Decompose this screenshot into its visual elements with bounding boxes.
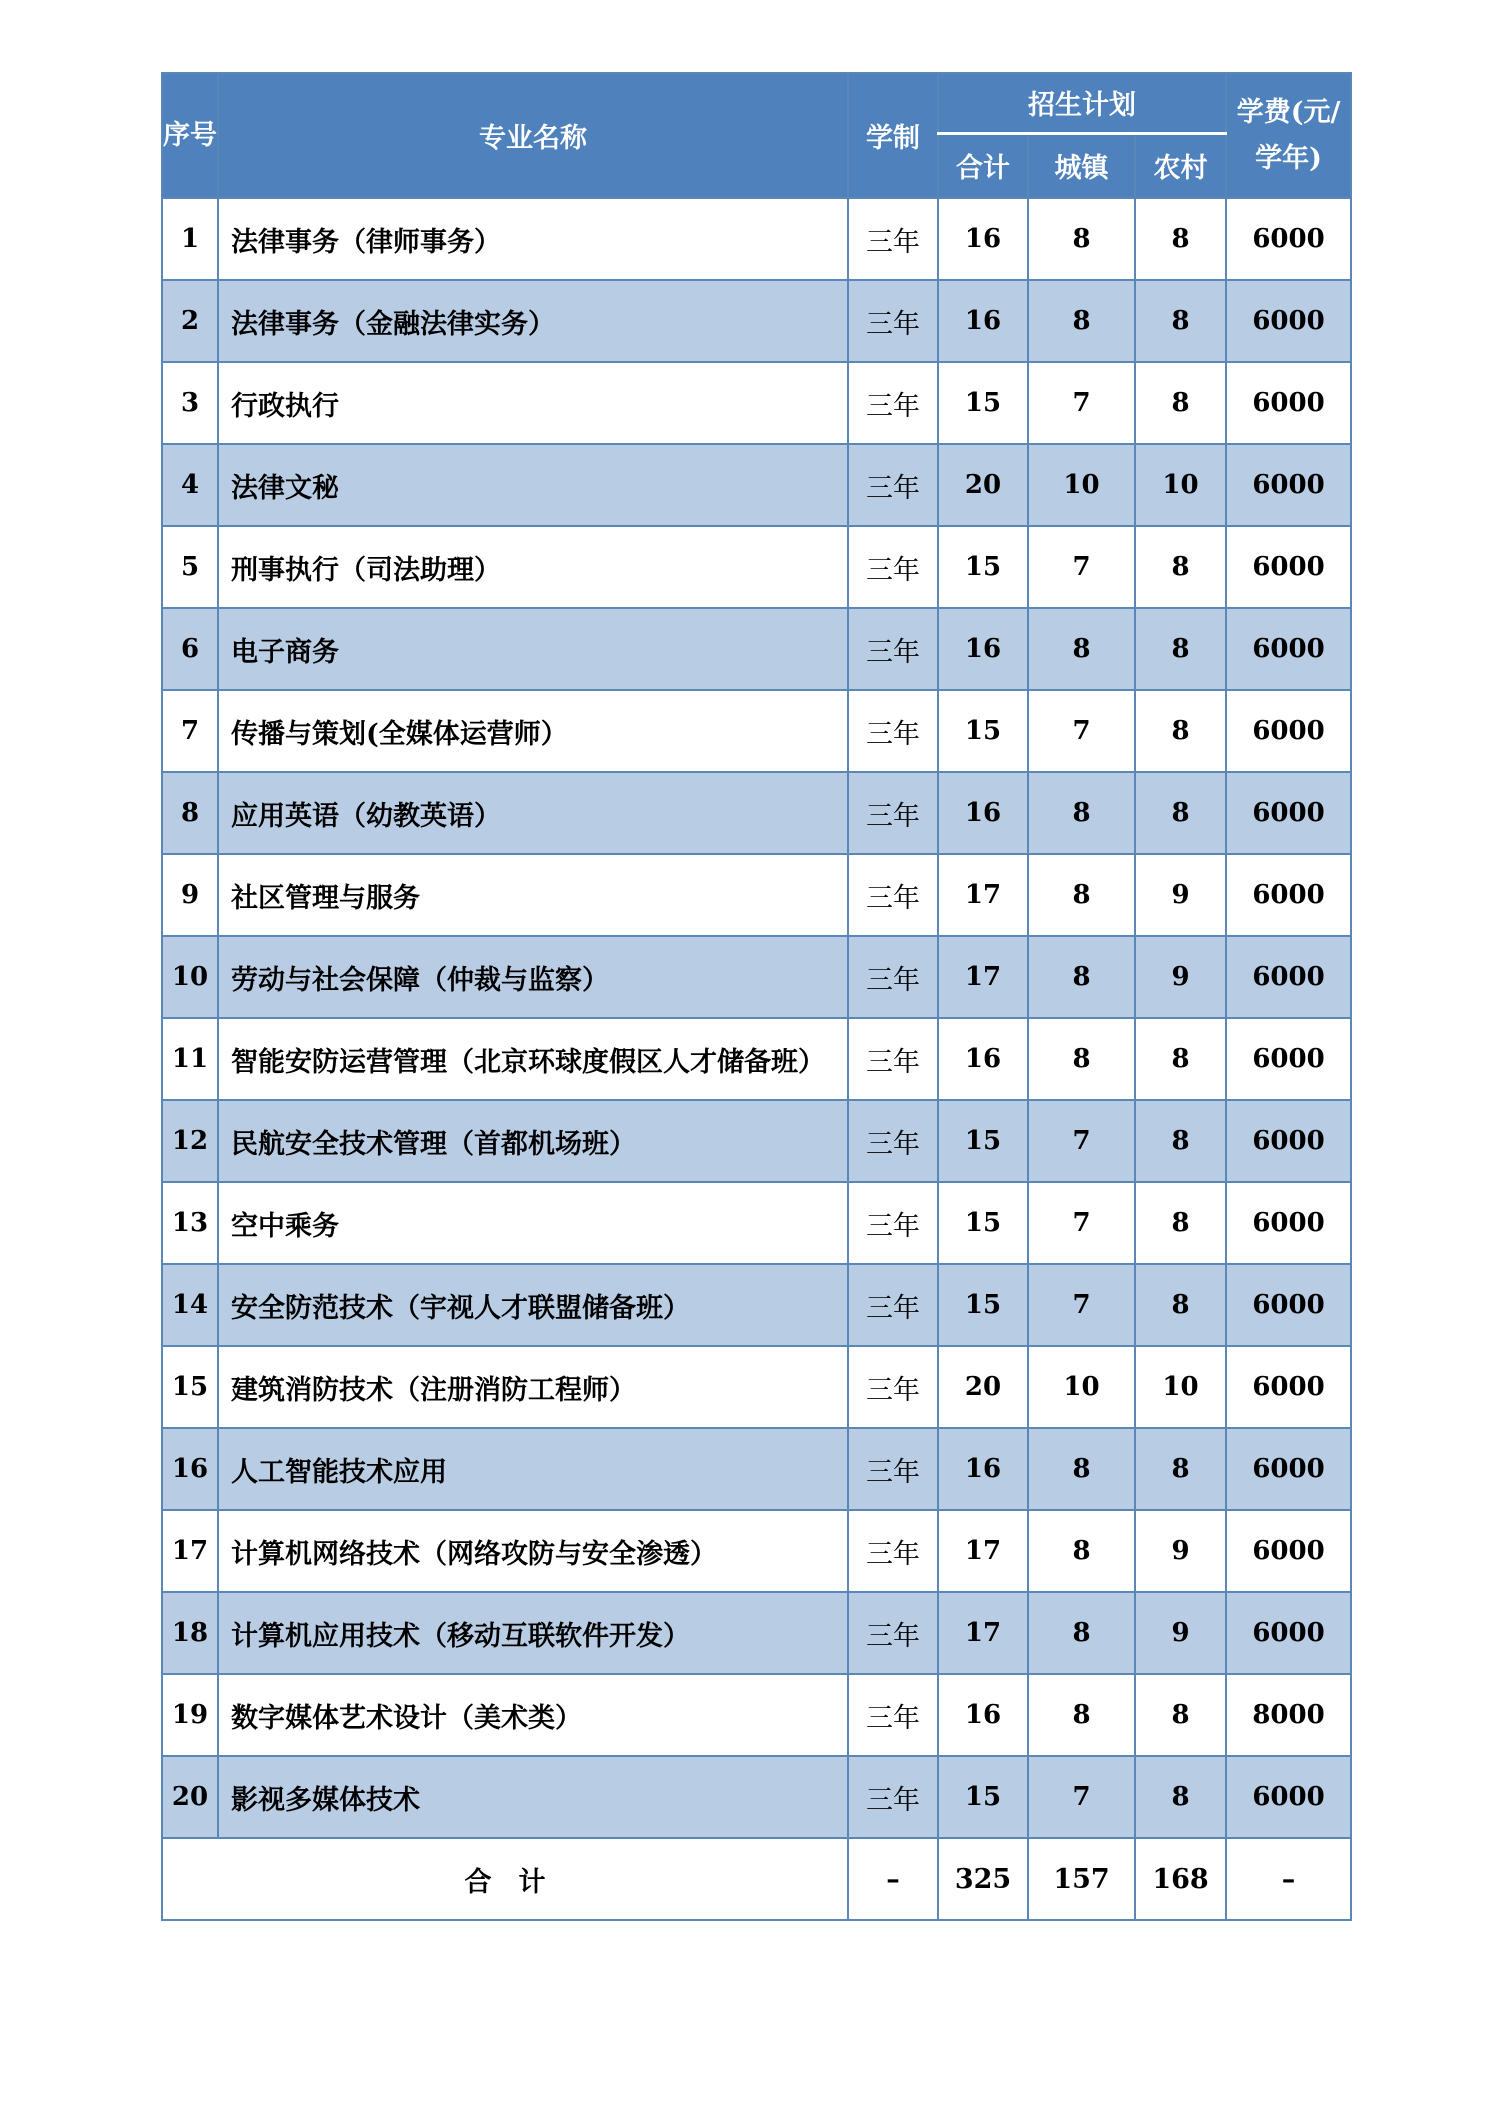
cell-length: 三年: [848, 1592, 938, 1674]
cell-urban: 7: [1028, 362, 1135, 444]
cell-name: 智能安防运营管理（北京环球度假区人才储备班）: [218, 1018, 848, 1100]
cell-seq: 11: [162, 1018, 218, 1100]
cell-fee: 6000: [1226, 1264, 1351, 1346]
cell-name: 空中乘务: [218, 1182, 848, 1264]
cell-total: 17: [938, 1592, 1028, 1674]
header-urban: 城镇: [1028, 133, 1135, 198]
cell-name: 法律事务（金融法律实务）: [218, 280, 848, 362]
header-seq: 序号: [162, 73, 218, 198]
cell-length: 三年: [848, 690, 938, 772]
cell-rural: 8: [1135, 198, 1226, 280]
cell-fee: 6000: [1226, 1346, 1351, 1428]
cell-rural: 9: [1135, 936, 1226, 1018]
cell-total: 15: [938, 1182, 1028, 1264]
header-plan: 招生计划: [938, 73, 1226, 133]
cell-length: 三年: [848, 854, 938, 936]
summary-label: 合 计: [162, 1838, 848, 1920]
summary-row: [162, 1838, 1351, 1920]
table-row: [162, 1674, 1351, 1756]
cell-rural: 8: [1135, 772, 1226, 854]
cell-length: 三年: [848, 1264, 938, 1346]
cell-name: 行政执行: [218, 362, 848, 444]
cell-fee: 6000: [1226, 198, 1351, 280]
cell-seq: 13: [162, 1182, 218, 1264]
cell-total: 16: [938, 1018, 1028, 1100]
cell-length: 三年: [848, 608, 938, 690]
enrollment-table: [161, 72, 1352, 1921]
table-row: [162, 1100, 1351, 1182]
cell-total: 17: [938, 854, 1028, 936]
cell-total: 16: [938, 608, 1028, 690]
cell-rural: 8: [1135, 608, 1226, 690]
cell-seq: 19: [162, 1674, 218, 1756]
summary-rural: 168: [1135, 1838, 1226, 1920]
cell-total: 17: [938, 936, 1028, 1018]
table-row: [162, 444, 1351, 526]
cell-length: 三年: [848, 1674, 938, 1756]
cell-seq: 14: [162, 1264, 218, 1346]
header-row-1: [162, 73, 1351, 133]
cell-fee: 6000: [1226, 444, 1351, 526]
cell-total: 15: [938, 1756, 1028, 1838]
cell-total: 15: [938, 362, 1028, 444]
cell-length: 三年: [848, 198, 938, 280]
cell-urban: 7: [1028, 526, 1135, 608]
table-row: [162, 608, 1351, 690]
table-row: [162, 1346, 1351, 1428]
cell-urban: 8: [1028, 280, 1135, 362]
cell-rural: 8: [1135, 1264, 1226, 1346]
cell-total: 16: [938, 1428, 1028, 1510]
cell-rural: 10: [1135, 1346, 1226, 1428]
cell-urban: 8: [1028, 1510, 1135, 1592]
cell-fee: 8000: [1226, 1674, 1351, 1756]
header-length: 学制: [848, 73, 938, 198]
cell-fee: 6000: [1226, 1510, 1351, 1592]
cell-rural: 10: [1135, 444, 1226, 526]
cell-rural: 8: [1135, 690, 1226, 772]
table-row: [162, 772, 1351, 854]
table-row: [162, 1264, 1351, 1346]
cell-fee: 6000: [1226, 772, 1351, 854]
cell-total: 20: [938, 1346, 1028, 1428]
cell-length: 三年: [848, 1182, 938, 1264]
cell-name: 人工智能技术应用: [218, 1428, 848, 1510]
cell-seq: 6: [162, 608, 218, 690]
cell-total: 15: [938, 690, 1028, 772]
table-row: [162, 1756, 1351, 1838]
cell-rural: 8: [1135, 1100, 1226, 1182]
table-row: [162, 1018, 1351, 1100]
cell-fee: 6000: [1226, 1100, 1351, 1182]
cell-fee: 6000: [1226, 280, 1351, 362]
cell-seq: 9: [162, 854, 218, 936]
cell-urban: 8: [1028, 198, 1135, 280]
table-row: [162, 198, 1351, 280]
cell-name: 社区管理与服务: [218, 854, 848, 936]
cell-name: 传播与策划(全媒体运营师）: [218, 690, 848, 772]
cell-rural: 8: [1135, 280, 1226, 362]
cell-fee: 6000: [1226, 1182, 1351, 1264]
header-total: 合计: [938, 133, 1028, 198]
cell-name: 建筑消防技术（注册消防工程师）: [218, 1346, 848, 1428]
table-row: [162, 854, 1351, 936]
cell-length: 三年: [848, 444, 938, 526]
cell-urban: 8: [1028, 1592, 1135, 1674]
cell-fee: 6000: [1226, 526, 1351, 608]
cell-urban: 8: [1028, 936, 1135, 1018]
cell-rural: 9: [1135, 1510, 1226, 1592]
header-name: 专业名称: [218, 73, 848, 198]
cell-length: 三年: [848, 1018, 938, 1100]
cell-length: 三年: [848, 1756, 938, 1838]
cell-name: 数字媒体艺术设计（美术类）: [218, 1674, 848, 1756]
cell-length: 三年: [848, 1346, 938, 1428]
cell-seq: 3: [162, 362, 218, 444]
cell-urban: 7: [1028, 1182, 1135, 1264]
cell-seq: 4: [162, 444, 218, 526]
cell-name: 刑事执行（司法助理）: [218, 526, 848, 608]
cell-seq: 8: [162, 772, 218, 854]
cell-rural: 8: [1135, 1182, 1226, 1264]
cell-urban: 8: [1028, 854, 1135, 936]
cell-urban: 10: [1028, 444, 1135, 526]
cell-urban: 8: [1028, 1018, 1135, 1100]
cell-name: 应用英语（幼教英语）: [218, 772, 848, 854]
table-row: [162, 690, 1351, 772]
cell-length: 三年: [848, 936, 938, 1018]
cell-seq: 2: [162, 280, 218, 362]
cell-length: 三年: [848, 362, 938, 444]
cell-fee: 6000: [1226, 854, 1351, 936]
cell-total: 16: [938, 198, 1028, 280]
summary-length: –: [848, 1838, 938, 1920]
cell-seq: 1: [162, 198, 218, 280]
cell-length: 三年: [848, 1428, 938, 1510]
table-row: [162, 1510, 1351, 1592]
cell-name: 法律事务（律师事务）: [218, 198, 848, 280]
cell-seq: 18: [162, 1592, 218, 1674]
cell-name: 电子商务: [218, 608, 848, 690]
summary-total: 325: [938, 1838, 1028, 1920]
cell-fee: 6000: [1226, 690, 1351, 772]
summary-urban: 157: [1028, 1838, 1135, 1920]
cell-seq: 15: [162, 1346, 218, 1428]
cell-length: 三年: [848, 1510, 938, 1592]
cell-name: 劳动与社会保障（仲裁与监察）: [218, 936, 848, 1018]
cell-seq: 7: [162, 690, 218, 772]
cell-name: 民航安全技术管理（首都机场班）: [218, 1100, 848, 1182]
cell-name: 影视多媒体技术: [218, 1756, 848, 1838]
cell-fee: 6000: [1226, 1428, 1351, 1510]
table-row: [162, 1182, 1351, 1264]
cell-urban: 8: [1028, 1428, 1135, 1510]
cell-total: 15: [938, 1264, 1028, 1346]
table-row: [162, 362, 1351, 444]
cell-seq: 17: [162, 1510, 218, 1592]
cell-total: 17: [938, 1510, 1028, 1592]
cell-rural: 8: [1135, 526, 1226, 608]
cell-total: 20: [938, 444, 1028, 526]
cell-urban: 8: [1028, 1674, 1135, 1756]
cell-fee: 6000: [1226, 1756, 1351, 1838]
table-row: [162, 280, 1351, 362]
table-row: [162, 526, 1351, 608]
cell-fee: 6000: [1226, 936, 1351, 1018]
cell-seq: 12: [162, 1100, 218, 1182]
cell-rural: 8: [1135, 1428, 1226, 1510]
table-row: [162, 936, 1351, 1018]
cell-rural: 9: [1135, 854, 1226, 936]
cell-seq: 5: [162, 526, 218, 608]
cell-seq: 10: [162, 936, 218, 1018]
cell-rural: 8: [1135, 362, 1226, 444]
cell-seq: 20: [162, 1756, 218, 1838]
cell-fee: 6000: [1226, 608, 1351, 690]
cell-urban: 7: [1028, 1100, 1135, 1182]
cell-name: 安全防范技术（宇视人才联盟储备班）: [218, 1264, 848, 1346]
cell-name: 法律文秘: [218, 444, 848, 526]
cell-urban: 8: [1028, 772, 1135, 854]
cell-total: 16: [938, 1674, 1028, 1756]
cell-urban: 7: [1028, 690, 1135, 772]
cell-urban: 7: [1028, 1756, 1135, 1838]
cell-rural: 8: [1135, 1018, 1226, 1100]
cell-urban: 8: [1028, 608, 1135, 690]
cell-total: 16: [938, 772, 1028, 854]
cell-urban: 10: [1028, 1346, 1135, 1428]
cell-urban: 7: [1028, 1264, 1135, 1346]
cell-fee: 6000: [1226, 1592, 1351, 1674]
cell-length: 三年: [848, 772, 938, 854]
header-rural: 农村: [1135, 133, 1226, 198]
cell-rural: 8: [1135, 1674, 1226, 1756]
table-body: [162, 198, 1351, 1838]
cell-fee: 6000: [1226, 1018, 1351, 1100]
cell-fee: 6000: [1226, 362, 1351, 444]
cell-length: 三年: [848, 526, 938, 608]
table-row: [162, 1592, 1351, 1674]
header-fee: 学费(元/学年): [1226, 73, 1351, 198]
summary-fee: –: [1226, 1838, 1351, 1920]
cell-length: 三年: [848, 1100, 938, 1182]
cell-total: 16: [938, 280, 1028, 362]
cell-name: 计算机应用技术（移动互联软件开发）: [218, 1592, 848, 1674]
cell-total: 15: [938, 526, 1028, 608]
cell-name: 计算机网络技术（网络攻防与安全渗透）: [218, 1510, 848, 1592]
cell-seq: 16: [162, 1428, 218, 1510]
cell-total: 15: [938, 1100, 1028, 1182]
cell-rural: 8: [1135, 1756, 1226, 1838]
cell-rural: 9: [1135, 1592, 1226, 1674]
table-row: [162, 1428, 1351, 1510]
cell-length: 三年: [848, 280, 938, 362]
